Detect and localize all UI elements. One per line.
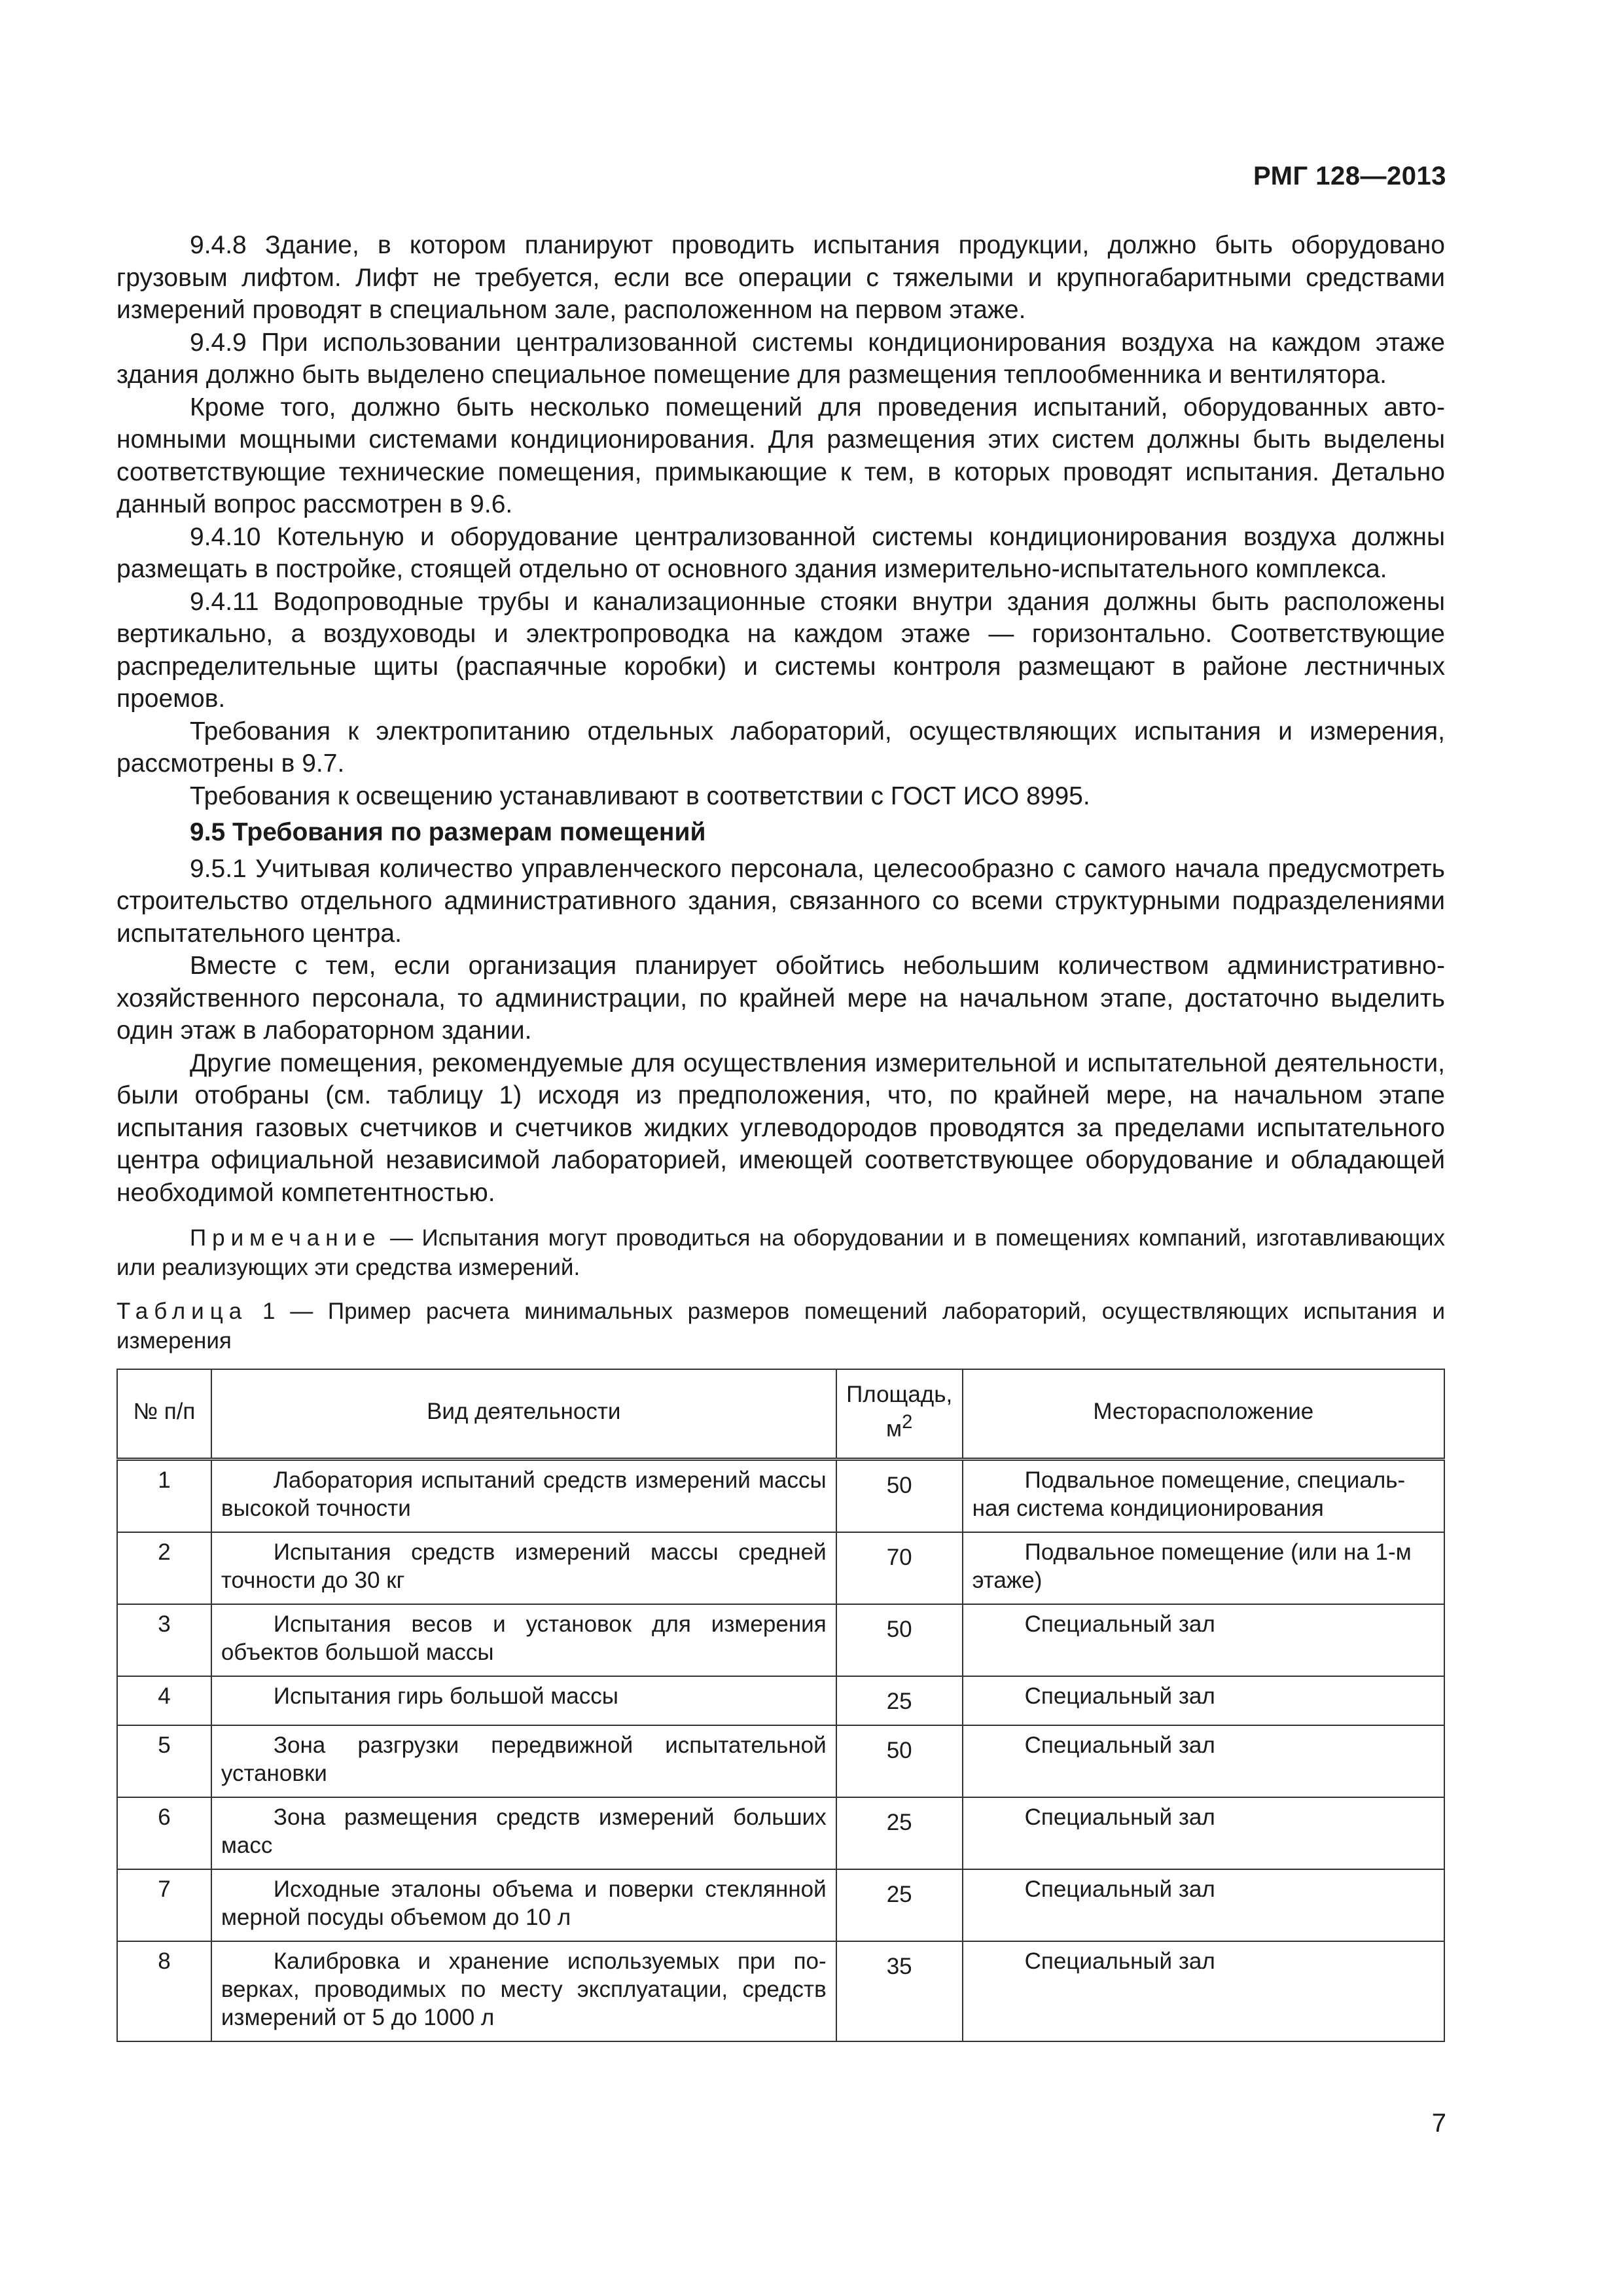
header-area — [836, 1369, 963, 1459]
table-caption — [116, 1297, 1445, 1355]
cell-num: 3 — [117, 1604, 211, 1676]
cell-num: 7 — [117, 1869, 211, 1941]
note-label: Примечание — [190, 1225, 382, 1251]
table-row — [117, 1797, 1444, 1869]
table-caption-label: Таблица — [116, 1299, 248, 1324]
cell-num: 5 — [117, 1725, 211, 1797]
cell-num: 6 — [117, 1797, 211, 1869]
document-body — [116, 229, 1445, 2042]
cell-num: 2 — [117, 1532, 211, 1604]
header-num: № п/п — [117, 1369, 211, 1459]
cell-location: Специальный зал — [963, 1869, 1444, 1941]
cell-activity: Лаборатория испытаний средств измерений массы высокой точности — [211, 1459, 836, 1532]
cell-area: 50 — [836, 1725, 963, 1797]
cell-area: 35 — [836, 1941, 963, 2041]
header-activity: Вид деятельности — [211, 1369, 836, 1459]
cell-location: Специальный зал — [963, 1725, 1444, 1797]
paragraph-lighting-requirements: Требования к освещению устанавливают в соответствии с ГОСТ ИСО 8995. — [190, 781, 1090, 810]
table-row — [117, 1532, 1444, 1604]
header-area-unit-exponent: 2 — [902, 1412, 913, 1433]
section-heading-9-5: 9.5 Требования по размерам помещений — [190, 818, 706, 846]
rooms-table — [116, 1369, 1445, 2042]
document-code: РМГ 128—2013 — [1253, 162, 1446, 190]
table-row — [117, 1604, 1444, 1676]
paragraph-9-5-1: 9.5.1 Учитывая количество управленческого персонала, целесообразно с самого начала предусмотреть строительство отдельного административного здания, связанного со всеми структурными подразделениями испытательного центра. — [116, 854, 1445, 948]
cell-location: Подвальное помещение, специальная система кондиционирования — [963, 1459, 1444, 1532]
table-row — [117, 1869, 1444, 1941]
cell-location: Специальный зал — [963, 1797, 1444, 1869]
cell-num: 1 — [117, 1459, 211, 1532]
paragraph-9-4-10: 9.4.10 Котельную и оборудование централизованной системы кондиционирования воздуха должны размещать в постройке, стоящей отдельно от основного здания измерительно-испытательного комплекса. — [116, 522, 1445, 583]
table-caption-text: 1 — Пример расчета минимальных размеров помещений лабораторий, осуществляющих испытания и измерения — [116, 1299, 1445, 1354]
paragraph-9-4-11: 9.4.11 Водопроводные трубы и канализационные стояки внутри здания должны быть расположены вертикально, а воздуховоды и электропроводка на каждом этаже — горизонтально. Соответствующие распределительные щиты (распаячные коробки) и системы контроля размещают в районе лестничных проемов. — [116, 587, 1445, 713]
cell-activity: Зона разгрузки передвижной испытательной установки — [211, 1725, 836, 1797]
table-row — [117, 1459, 1444, 1532]
header-area-label: Площадь, м — [846, 1382, 953, 1442]
header-location: Месторасположение — [963, 1369, 1444, 1459]
table-row — [117, 1725, 1444, 1797]
note-text: — Испытания могут проводиться на оборудовании и в помещениях компаний, изготавливающих или реализующих эти средства измерений. — [116, 1225, 1445, 1280]
cell-activity: Испытания весов и установок для измерения объектов большой массы — [211, 1604, 836, 1676]
cell-area: 70 — [836, 1532, 963, 1604]
paragraph-autonomous-systems: Кроме того, должно быть несколько помещений для проведения испытаний, оборудованных автономными мощными системами кондиционирования. Для размещения этих систем должны быть выделены соответствующие технические помещения, примыкающие к тем, в которых проводят испытания. Детально данный вопрос рассмотрен в 9.6. — [116, 393, 1445, 518]
cell-location: Специальный зал — [963, 1676, 1444, 1725]
cell-num: 4 — [117, 1676, 211, 1725]
table-header-row — [117, 1369, 1444, 1459]
cell-area: 50 — [836, 1459, 963, 1532]
paragraph-other-rooms: Другие помещения, рекомендуемые для осуществления измерительной и испытательной деятельности, были отобраны (см. таблицу 1) исходя из предположения, что, по крайней мере, на начальном этапе испытания газовых счетчиков и счетчиков жидких углеводородов проводятся за пределами испытательного центра официальной независимой лабораторией, имеющей соответствующее оборудование и обладающей необходимой компетентностью. — [116, 1049, 1445, 1207]
cell-area: 50 — [836, 1604, 963, 1676]
cell-activity: Испытания гирь большой массы — [211, 1676, 836, 1725]
cell-location: Специальный зал — [963, 1604, 1444, 1676]
cell-activity: Зона размещения средств измерений больших масс — [211, 1797, 836, 1869]
cell-location: Специальный зал — [963, 1941, 1444, 2041]
cell-activity: Испытания средств измерений массы средней точности до 30 кг — [211, 1532, 836, 1604]
cell-area: 25 — [836, 1676, 963, 1725]
paragraph-admin-floor: Вместе с тем, если организация планирует обойтись небольшим количеством административно-хозяйственного персонала, то администрации, по крайней мере на начальном этапе, достаточно выделить один этаж в лабораторном здании. — [116, 952, 1445, 1045]
cell-activity: Калибровка и хранение используемых при поверках, проводимых по месту эксплуатации, средств измерений от 5 до 1000 л — [211, 1941, 836, 2041]
note — [116, 1223, 1445, 1282]
table-row — [117, 1941, 1444, 2041]
paragraph-9-4-9: 9.4.9 При использовании централизованной системы кондиционирования воздуха на каждом этаже здания должно быть выделено специальное помещение для размещения теплообменника и вентилятора. — [116, 328, 1445, 389]
page-number: 7 — [1431, 2109, 1446, 2138]
cell-activity: Исходные эталоны объема и поверки стеклянной мерной посуды объемом до 10 л — [211, 1869, 836, 1941]
cell-num: 8 — [117, 1941, 211, 2041]
cell-location: Подвальное помещение (или на 1-м этаже) — [963, 1532, 1444, 1604]
cell-area: 25 — [836, 1869, 963, 1941]
cell-area: 25 — [836, 1797, 963, 1869]
paragraph-power-requirements: Требования к электропитанию отдельных лабораторий, осуществляющих испытания и измерения, рассмотрены в 9.7. — [116, 717, 1445, 778]
paragraph-9-4-8: 9.4.8 Здание, в котором планируют проводить испытания продукции, должно быть оборудовано грузовым лифтом. Лифт не требуется, если все операции с тяжелыми и крупногабаритными средствами измерений проводят в специальном зале, расположенном на первом этаже. — [116, 231, 1445, 324]
table-row — [117, 1676, 1444, 1725]
